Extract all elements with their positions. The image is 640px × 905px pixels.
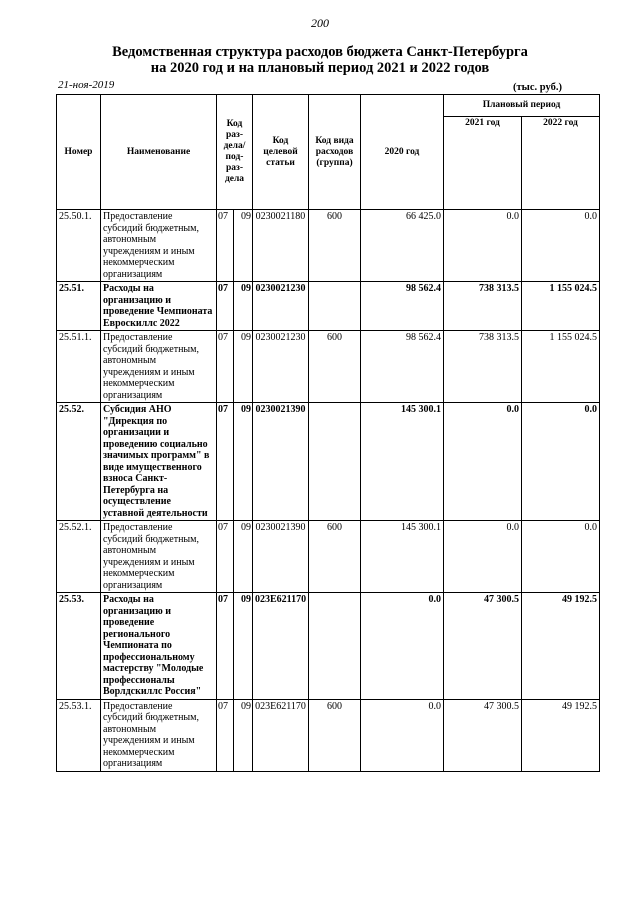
row-name: Субсидия АНО "Дирекция по организации и проведению социально значимых программ" в виде имущественного взноса Санкт-Петербурга на осуществление уставной деятельности bbox=[101, 403, 217, 521]
row-type-code: 600 bbox=[309, 210, 361, 282]
table-row bbox=[57, 593, 600, 700]
row-name: Предоставление субсидий бюджетным, автономным учреждениям и иным некоммерческим организациям bbox=[101, 331, 217, 403]
budget-table bbox=[56, 94, 600, 772]
row-number: 25.52. bbox=[57, 403, 101, 521]
table-row bbox=[57, 282, 600, 331]
row-name: Предоставление субсидий бюджетным, автономным учреждениям и иным некоммерческим организациям bbox=[101, 699, 217, 771]
header-2022: 2022 год bbox=[522, 116, 600, 209]
row-section: 07 bbox=[217, 593, 234, 700]
row-number: 25.53.1. bbox=[57, 699, 101, 771]
row-value-2022: 0.0 bbox=[522, 403, 600, 521]
row-value-2021: 738 313.5 bbox=[444, 331, 522, 403]
row-value-2021: 47 300.5 bbox=[444, 593, 522, 700]
table-row bbox=[57, 210, 600, 282]
row-type-code bbox=[309, 403, 361, 521]
table-row bbox=[57, 699, 600, 771]
row-subsection: 09 bbox=[234, 403, 253, 521]
row-section: 07 bbox=[217, 331, 234, 403]
row-value-2020: 98 562.4 bbox=[361, 331, 444, 403]
row-type-code bbox=[309, 282, 361, 331]
title-line-1: Ведомственная структура расходов бюджета Санкт-Петербурга bbox=[112, 44, 528, 60]
header-name: Наименование bbox=[101, 95, 217, 210]
row-subsection: 09 bbox=[234, 282, 253, 331]
header-type: Код вида расходов (группа) bbox=[309, 95, 361, 210]
row-subsection: 09 bbox=[234, 210, 253, 282]
title-line-2: на 2020 год и на плановый период 2021 и 2022 годов bbox=[150, 60, 490, 76]
header-target: Код целевой статьи bbox=[253, 95, 309, 210]
header-section: Код раз- дела/ под- раз- дела bbox=[217, 95, 253, 210]
row-target-code: 023E621170 bbox=[253, 593, 309, 700]
row-value-2020: 0.0 bbox=[361, 593, 444, 700]
row-value-2021: 0.0 bbox=[444, 521, 522, 593]
row-value-2021: 47 300.5 bbox=[444, 699, 522, 771]
row-value-2020: 145 300.1 bbox=[361, 521, 444, 593]
row-name: Расходы на организацию и проведение регионального Чемпионата по профессиональному мастерству "Молодые профессионалы Ворлдскиллс Россия" bbox=[101, 593, 217, 700]
row-target-code: 0230021390 bbox=[253, 521, 309, 593]
row-section: 07 bbox=[217, 521, 234, 593]
row-number: 25.50.1. bbox=[57, 210, 101, 282]
row-number: 25.51. bbox=[57, 282, 101, 331]
header-2021: 2021 год bbox=[444, 116, 522, 209]
row-name: Предоставление субсидий бюджетным, автономным учреждениям и иным некоммерческим организациям bbox=[101, 521, 217, 593]
row-subsection: 09 bbox=[234, 331, 253, 403]
header-2020: 2020 год bbox=[361, 95, 444, 210]
row-type-code: 600 bbox=[309, 331, 361, 403]
row-subsection: 09 bbox=[234, 521, 253, 593]
row-target-code: 0230021230 bbox=[253, 331, 309, 403]
row-type-code bbox=[309, 593, 361, 700]
header-number: Номер bbox=[57, 95, 101, 210]
row-target-code: 0230021230 bbox=[253, 282, 309, 331]
row-value-2022: 1 155 024.5 bbox=[522, 282, 600, 331]
units-label: (тыс. руб.) bbox=[513, 82, 562, 93]
row-name: Расходы на организацию и проведение Чемпионата Евроскиллс 2022 bbox=[101, 282, 217, 331]
header-planned: Плановый период bbox=[444, 95, 600, 117]
row-target-code: 0230021180 bbox=[253, 210, 309, 282]
row-section: 07 bbox=[217, 699, 234, 771]
row-section: 07 bbox=[217, 282, 234, 331]
row-value-2022: 1 155 024.5 bbox=[522, 331, 600, 403]
row-number: 25.53. bbox=[57, 593, 101, 700]
row-section: 07 bbox=[217, 403, 234, 521]
page-number: 200 bbox=[311, 16, 329, 30]
row-type-code: 600 bbox=[309, 521, 361, 593]
row-value-2020: 98 562.4 bbox=[361, 282, 444, 331]
row-section: 07 bbox=[217, 210, 234, 282]
row-target-code: 023E621170 bbox=[253, 699, 309, 771]
row-value-2020: 0.0 bbox=[361, 699, 444, 771]
row-target-code: 0230021390 bbox=[253, 403, 309, 521]
row-type-code: 600 bbox=[309, 699, 361, 771]
row-value-2021: 0.0 bbox=[444, 403, 522, 521]
row-name: Предоставление субсидий бюджетным, автономным учреждениям и иным некоммерческим организациям bbox=[101, 210, 217, 282]
row-subsection: 09 bbox=[234, 593, 253, 700]
document-title bbox=[0, 44, 640, 76]
row-value-2021: 738 313.5 bbox=[444, 282, 522, 331]
row-value-2021: 0.0 bbox=[444, 210, 522, 282]
row-number: 25.51.1. bbox=[57, 331, 101, 403]
row-number: 25.52.1. bbox=[57, 521, 101, 593]
row-value-2022: 0.0 bbox=[522, 521, 600, 593]
table-row bbox=[57, 403, 600, 521]
row-value-2022: 49 192.5 bbox=[522, 593, 600, 700]
table-row bbox=[57, 331, 600, 403]
row-value-2020: 66 425.0 bbox=[361, 210, 444, 282]
document-date: 21-ноя-2019 bbox=[58, 79, 115, 91]
row-value-2020: 145 300.1 bbox=[361, 403, 444, 521]
row-subsection: 09 bbox=[234, 699, 253, 771]
row-value-2022: 0.0 bbox=[522, 210, 600, 282]
table-row bbox=[57, 521, 600, 593]
row-value-2022: 49 192.5 bbox=[522, 699, 600, 771]
